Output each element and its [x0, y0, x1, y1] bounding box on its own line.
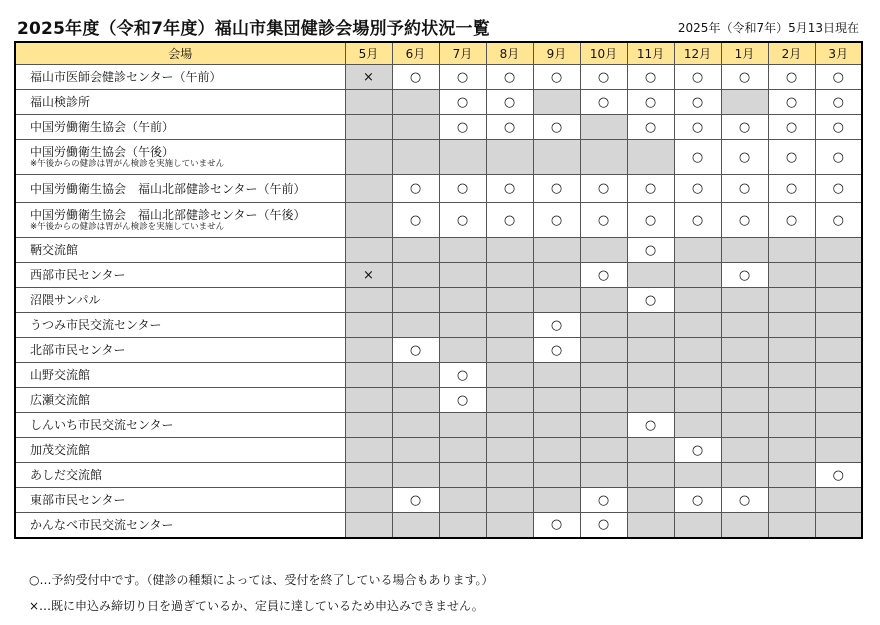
status-empty-cell	[345, 175, 392, 203]
status-empty-cell	[815, 313, 862, 338]
venue-name-cell	[15, 203, 345, 238]
venue-name: 中国労働衛生協会（午前）	[30, 120, 175, 134]
status-empty-cell	[674, 313, 721, 338]
status-open-mark: ○	[533, 338, 580, 363]
status-empty-cell	[674, 463, 721, 488]
status-empty-cell	[345, 338, 392, 363]
status-empty-cell	[721, 338, 768, 363]
status-open-mark: ○	[815, 463, 862, 488]
status-empty-cell	[345, 90, 392, 115]
status-open-mark: ○	[580, 175, 627, 203]
status-open-mark: ○	[533, 203, 580, 238]
status-empty-cell	[345, 288, 392, 313]
status-empty-cell	[486, 288, 533, 313]
status-empty-cell	[768, 413, 815, 438]
status-empty-cell	[627, 363, 674, 388]
status-empty-cell	[392, 90, 439, 115]
status-empty-cell	[486, 513, 533, 538]
table-row	[15, 413, 862, 438]
status-empty-cell	[815, 338, 862, 363]
status-empty-cell	[768, 238, 815, 263]
status-empty-cell	[674, 388, 721, 413]
status-empty-cell	[439, 463, 486, 488]
status-open-mark: ○	[768, 203, 815, 238]
status-open-mark: ○	[439, 363, 486, 388]
status-empty-cell	[345, 238, 392, 263]
table-row	[15, 513, 862, 538]
status-open-mark: ○	[815, 115, 862, 140]
status-empty-cell	[439, 488, 486, 513]
status-empty-cell	[721, 438, 768, 463]
status-empty-cell	[486, 438, 533, 463]
status-empty-cell	[580, 388, 627, 413]
venue-name-cell	[15, 288, 345, 313]
table-row	[15, 488, 862, 513]
status-open-mark: ○	[533, 115, 580, 140]
venue-name-cell	[15, 438, 345, 463]
venue-name: 福山市医師会健診センター（午前）	[30, 70, 222, 84]
as-of-date: 2025年（令和7年）5月13日現在	[677, 21, 859, 35]
status-open-mark: ○	[815, 175, 862, 203]
status-empty-cell	[721, 313, 768, 338]
status-empty-cell	[533, 438, 580, 463]
table-row	[15, 463, 862, 488]
status-empty-cell	[392, 513, 439, 538]
status-open-mark: ○	[439, 65, 486, 90]
status-open-mark: ○	[627, 288, 674, 313]
status-empty-cell	[815, 388, 862, 413]
venue-name-cell	[15, 140, 345, 175]
status-empty-cell	[345, 115, 392, 140]
status-open-mark: ○	[486, 90, 533, 115]
table-row	[15, 115, 862, 140]
status-empty-cell	[580, 140, 627, 175]
status-open-mark: ○	[439, 388, 486, 413]
status-empty-cell	[486, 488, 533, 513]
status-empty-cell	[627, 463, 674, 488]
status-empty-cell	[439, 513, 486, 538]
venue-header: 会場	[15, 42, 345, 65]
table-row	[15, 313, 862, 338]
status-empty-cell	[674, 513, 721, 538]
status-empty-cell	[392, 263, 439, 288]
status-open-mark: ○	[768, 115, 815, 140]
status-open-mark: ○	[627, 65, 674, 90]
status-empty-cell	[345, 203, 392, 238]
status-empty-cell	[721, 363, 768, 388]
venue-name: しんいち市民交流センター	[30, 418, 174, 432]
status-empty-cell	[439, 288, 486, 313]
status-empty-cell	[486, 463, 533, 488]
status-open-mark: ○	[815, 90, 862, 115]
status-open-mark: ○	[580, 203, 627, 238]
venue-name-cell	[15, 115, 345, 140]
status-empty-cell	[486, 413, 533, 438]
reservation-status-table	[14, 41, 863, 539]
status-empty-cell	[768, 288, 815, 313]
legend-open-note: ○…予約受付中です。（健診の種類によっては、受付を終了している場合もあります。）	[29, 573, 494, 587]
status-open-mark: ○	[627, 175, 674, 203]
status-empty-cell	[721, 463, 768, 488]
table-row	[15, 90, 862, 115]
status-open-mark: ○	[674, 90, 721, 115]
status-open-mark: ○	[815, 140, 862, 175]
status-open-mark: ○	[392, 338, 439, 363]
status-empty-cell	[533, 488, 580, 513]
status-open-mark: ○	[439, 90, 486, 115]
status-open-mark: ○	[815, 65, 862, 90]
status-empty-cell	[439, 263, 486, 288]
venue-name-cell	[15, 90, 345, 115]
venue-name: 山野交流館	[30, 368, 91, 382]
venue-name-cell	[15, 238, 345, 263]
status-empty-cell	[392, 115, 439, 140]
status-open-mark: ○	[486, 175, 533, 203]
venue-name: 中国労働衛生協会 福山北部健診センター（午後）	[30, 208, 306, 222]
status-empty-cell	[721, 90, 768, 115]
month-header: 1月	[721, 42, 768, 65]
table-row	[15, 338, 862, 363]
table-row	[15, 238, 862, 263]
status-empty-cell	[533, 263, 580, 288]
status-open-mark: ○	[674, 175, 721, 203]
table-row	[15, 175, 862, 203]
status-empty-cell	[768, 338, 815, 363]
status-empty-cell	[486, 363, 533, 388]
status-open-mark: ○	[674, 115, 721, 140]
table-row	[15, 263, 862, 288]
status-empty-cell	[345, 463, 392, 488]
status-empty-cell	[533, 463, 580, 488]
status-open-mark: ○	[721, 203, 768, 238]
status-empty-cell	[674, 263, 721, 288]
status-empty-cell	[345, 488, 392, 513]
status-empty-cell	[439, 140, 486, 175]
month-header: 7月	[439, 42, 486, 65]
venue-name-cell	[15, 513, 345, 538]
status-empty-cell	[392, 140, 439, 175]
status-open-mark: ○	[533, 513, 580, 538]
table-row	[15, 388, 862, 413]
table-row	[15, 65, 862, 90]
status-open-mark: ○	[627, 90, 674, 115]
status-open-mark: ○	[580, 263, 627, 288]
status-open-mark: ○	[439, 175, 486, 203]
month-header: 6月	[392, 42, 439, 65]
venue-name: かんなべ市民交流センター	[30, 517, 174, 532]
status-open-mark: ○	[674, 140, 721, 175]
status-empty-cell	[815, 238, 862, 263]
status-empty-cell	[674, 338, 721, 363]
status-closed-mark: ×	[345, 263, 392, 288]
status-empty-cell	[674, 288, 721, 313]
status-empty-cell	[486, 313, 533, 338]
status-open-mark: ○	[439, 203, 486, 238]
venue-name-cell	[15, 388, 345, 413]
status-closed-mark: ×	[345, 65, 392, 90]
status-empty-cell	[721, 388, 768, 413]
status-open-mark: ○	[580, 65, 627, 90]
status-empty-cell	[580, 313, 627, 338]
status-open-mark: ○	[486, 203, 533, 238]
status-open-mark: ○	[533, 65, 580, 90]
status-empty-cell	[392, 388, 439, 413]
status-empty-cell	[674, 413, 721, 438]
status-empty-cell	[627, 513, 674, 538]
status-empty-cell	[486, 238, 533, 263]
venue-name: 西部市民センター	[30, 268, 126, 282]
status-empty-cell	[768, 488, 815, 513]
status-empty-cell	[815, 413, 862, 438]
status-empty-cell	[533, 288, 580, 313]
status-empty-cell	[345, 388, 392, 413]
status-empty-cell	[533, 140, 580, 175]
status-open-mark: ○	[392, 175, 439, 203]
status-empty-cell	[721, 288, 768, 313]
venue-name: 広瀬交流館	[30, 393, 91, 407]
status-empty-cell	[815, 438, 862, 463]
status-open-mark: ○	[674, 65, 721, 90]
venue-note: ※午後からの健診は胃がん検診を実施していません	[30, 222, 225, 232]
status-empty-cell	[439, 438, 486, 463]
status-empty-cell	[580, 413, 627, 438]
status-empty-cell	[392, 463, 439, 488]
legend-closed-note: ×…既に申込み締切り日を過ぎているか、定員に達しているため申込みできません。	[29, 599, 484, 613]
venue-name: 東部市民センター	[30, 493, 126, 507]
venue-name: 加茂交流館	[30, 443, 91, 457]
status-open-mark: ○	[721, 263, 768, 288]
status-open-mark: ○	[815, 203, 862, 238]
status-empty-cell	[486, 263, 533, 288]
status-open-mark: ○	[627, 413, 674, 438]
status-empty-cell	[627, 338, 674, 363]
month-header: 9月	[533, 42, 580, 65]
status-empty-cell	[627, 388, 674, 413]
status-empty-cell	[392, 288, 439, 313]
status-empty-cell	[627, 488, 674, 513]
month-header: 8月	[486, 42, 533, 65]
venue-name-cell	[15, 65, 345, 90]
status-empty-cell	[580, 438, 627, 463]
status-empty-cell	[627, 263, 674, 288]
month-header: 5月	[345, 42, 392, 65]
header-row	[15, 42, 862, 65]
table-body	[15, 65, 862, 538]
status-empty-cell	[345, 413, 392, 438]
status-open-mark: ○	[627, 203, 674, 238]
status-open-mark: ○	[627, 238, 674, 263]
status-empty-cell	[439, 313, 486, 338]
table-row	[15, 363, 862, 388]
status-empty-cell	[721, 413, 768, 438]
month-header: 10月	[580, 42, 627, 65]
status-empty-cell	[392, 438, 439, 463]
status-empty-cell	[580, 288, 627, 313]
status-empty-cell	[768, 438, 815, 463]
status-empty-cell	[486, 140, 533, 175]
month-header: 11月	[627, 42, 674, 65]
status-empty-cell	[627, 140, 674, 175]
table-row	[15, 203, 862, 238]
table-row	[15, 140, 862, 175]
month-header: 2月	[768, 42, 815, 65]
status-open-mark: ○	[486, 115, 533, 140]
status-open-mark: ○	[439, 115, 486, 140]
venue-name: 沼隈サンパル	[30, 293, 101, 307]
status-empty-cell	[392, 238, 439, 263]
status-empty-cell	[392, 413, 439, 438]
status-empty-cell	[580, 338, 627, 363]
table-row	[15, 438, 862, 463]
status-empty-cell	[486, 338, 533, 363]
status-empty-cell	[815, 363, 862, 388]
status-empty-cell	[533, 363, 580, 388]
status-open-mark: ○	[721, 115, 768, 140]
status-empty-cell	[392, 363, 439, 388]
status-open-mark: ○	[674, 203, 721, 238]
status-open-mark: ○	[768, 65, 815, 90]
status-empty-cell	[533, 90, 580, 115]
status-empty-cell	[439, 338, 486, 363]
status-empty-cell	[768, 263, 815, 288]
venue-name-cell	[15, 413, 345, 438]
status-empty-cell	[721, 513, 768, 538]
status-empty-cell	[533, 413, 580, 438]
status-open-mark: ○	[580, 488, 627, 513]
status-open-mark: ○	[486, 65, 533, 90]
venue-name: 中国労働衛生協会（午後）	[30, 145, 175, 159]
venue-name-cell	[15, 463, 345, 488]
venue-name: 福山検診所	[30, 95, 91, 109]
status-empty-cell	[439, 413, 486, 438]
status-empty-cell	[580, 238, 627, 263]
status-empty-cell	[533, 238, 580, 263]
status-empty-cell	[674, 238, 721, 263]
status-empty-cell	[768, 313, 815, 338]
status-empty-cell	[580, 363, 627, 388]
page-title: 2025年度（令和7年度）福山市集団健診会場別予約状況一覧	[17, 19, 490, 39]
status-empty-cell	[815, 263, 862, 288]
status-empty-cell	[627, 313, 674, 338]
venue-name-cell	[15, 263, 345, 288]
venue-name-cell	[15, 338, 345, 363]
status-open-mark: ○	[721, 175, 768, 203]
table-row	[15, 288, 862, 313]
status-open-mark: ○	[721, 65, 768, 90]
status-empty-cell	[392, 313, 439, 338]
venue-name: 中国労働衛生協会 福山北部健診センター（午前）	[30, 181, 306, 196]
status-empty-cell	[345, 313, 392, 338]
status-open-mark: ○	[580, 513, 627, 538]
venue-name-cell	[15, 313, 345, 338]
venue-name: 北部市民センター	[30, 343, 126, 357]
status-open-mark: ○	[392, 488, 439, 513]
status-empty-cell	[627, 438, 674, 463]
status-open-mark: ○	[768, 175, 815, 203]
status-empty-cell	[721, 238, 768, 263]
month-header: 12月	[674, 42, 721, 65]
venue-name-cell	[15, 175, 345, 203]
status-empty-cell	[580, 463, 627, 488]
status-empty-cell	[345, 140, 392, 175]
venue-name-cell	[15, 363, 345, 388]
status-open-mark: ○	[580, 90, 627, 115]
status-empty-cell	[580, 115, 627, 140]
status-empty-cell	[345, 363, 392, 388]
status-empty-cell	[768, 363, 815, 388]
status-open-mark: ○	[768, 140, 815, 175]
venue-name: 鞆交流館	[30, 243, 79, 257]
status-open-mark: ○	[674, 488, 721, 513]
status-open-mark: ○	[533, 313, 580, 338]
status-open-mark: ○	[392, 203, 439, 238]
status-empty-cell	[345, 513, 392, 538]
status-empty-cell	[533, 388, 580, 413]
month-header: 3月	[815, 42, 862, 65]
status-open-mark: ○	[392, 65, 439, 90]
status-open-mark: ○	[533, 175, 580, 203]
status-empty-cell	[768, 388, 815, 413]
venue-note: ※午後からの健診は胃がん検診を実施していません	[30, 159, 225, 169]
status-empty-cell	[439, 238, 486, 263]
status-open-mark: ○	[768, 90, 815, 115]
venue-name: あしだ交流館	[30, 468, 103, 482]
venue-name: うつみ市民交流センター	[30, 318, 162, 332]
venue-name-cell	[15, 488, 345, 513]
status-empty-cell	[768, 513, 815, 538]
status-empty-cell	[486, 388, 533, 413]
status-open-mark: ○	[721, 140, 768, 175]
status-empty-cell	[815, 288, 862, 313]
status-empty-cell	[345, 438, 392, 463]
status-empty-cell	[674, 363, 721, 388]
status-open-mark: ○	[627, 115, 674, 140]
status-empty-cell	[815, 513, 862, 538]
status-open-mark: ○	[721, 488, 768, 513]
status-empty-cell	[768, 463, 815, 488]
status-empty-cell	[815, 488, 862, 513]
status-open-mark: ○	[674, 438, 721, 463]
